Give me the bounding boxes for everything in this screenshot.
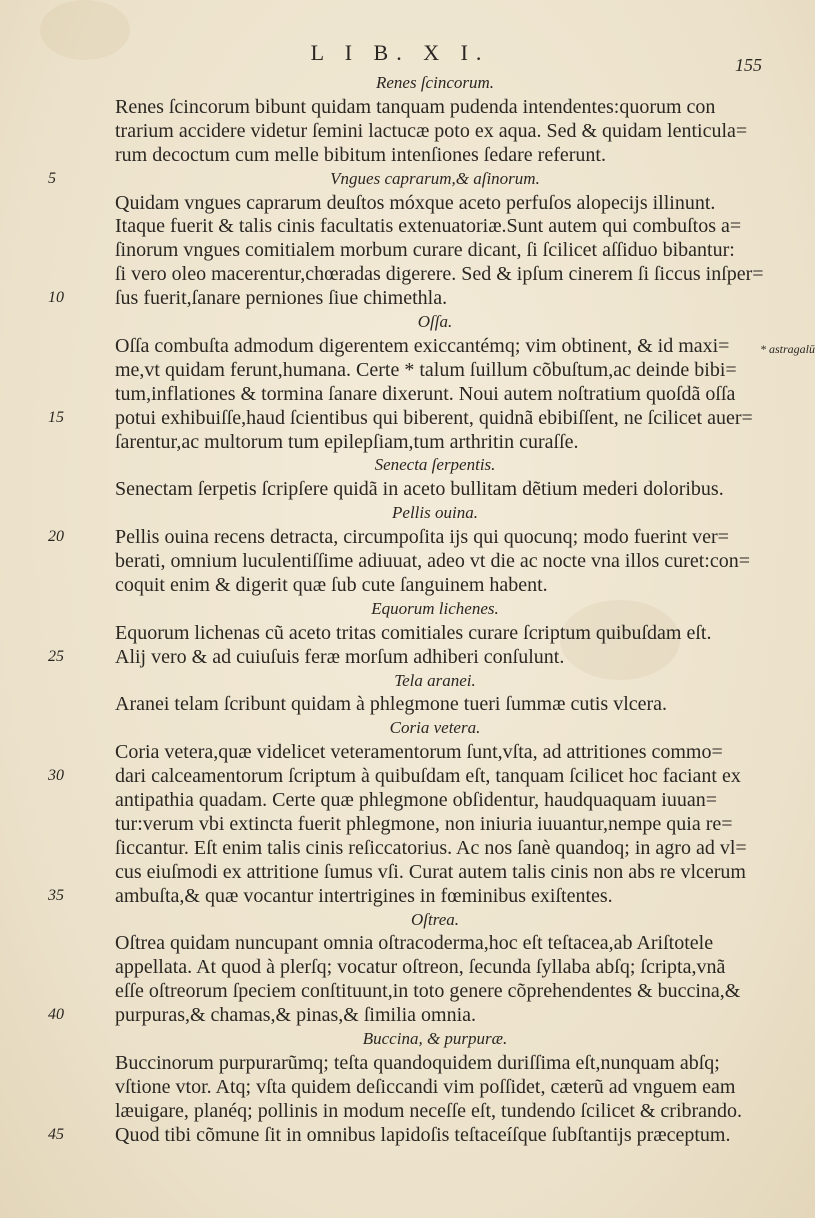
line-number: 35	[48, 887, 64, 904]
text-line: tum,inflationes & tormina ſanare dixerunt. Noui autem noſtratium quoſdã oſſa	[115, 383, 736, 405]
line-number: 30	[48, 767, 64, 784]
section-heading: Oſſa.	[417, 312, 453, 331]
line-number: 15	[48, 409, 64, 426]
text-line: antipathia quadam. Certe quæ phlegmone obſidentur, haudquaquam iuuan=	[115, 789, 717, 811]
text-line: potui exhibuiſſe,haud ſcientibus qui biberent, quidnã ebibiſſent, ne ſcilicet auer=	[115, 407, 753, 429]
text-line: Quidam vngues caprarum deuſtos móxque aceto perfuſos alopecijs illinunt.	[115, 192, 716, 214]
line-number: 45	[48, 1126, 64, 1143]
text-line: berati, omnium luculentiſſime adiuuat, adeo vt die ac nocte vna illos curet:con=	[115, 550, 750, 572]
text-line: Oſſa combuſta admodum digerentem exiccantémq; vim obtinent, & id maxi=	[115, 335, 730, 357]
text-line: ambuſta,& quæ vocantur intertrigines in fœminibus exiſtentes.	[115, 885, 613, 907]
line-number: 40	[48, 1006, 64, 1023]
text-line: Pellis ouina recens detracta, circumpoſita ijs qui quocunq; modo fuerint ver=	[115, 526, 729, 548]
text-line: ſiccantur. Eſt enim talis cinis reſiccatorius. Ac nos ſanè quandoq; in agro ad vl=	[115, 837, 747, 859]
section-heading: Vngues caprarum,& aſinorum.	[330, 169, 540, 188]
section-heading: Coria vetera.	[389, 718, 481, 737]
text-line: tur:verum vbi extincta fuerit phlegmone, non iniuria iuuantur,nempe quia re=	[115, 813, 733, 835]
section-heading: Tela aranei.	[394, 671, 476, 690]
section-heading: Senecta ſerpentis.	[374, 455, 496, 474]
section-heading: Equorum lichenes.	[371, 599, 499, 618]
page-number: 155	[735, 55, 762, 75]
text-line: Alij vero & ad cuiuſuis feræ morſum adhiberi conſulunt.	[115, 646, 565, 668]
text-line: Oſtrea quidam nuncupant omnia oſtracoderma,hoc eſt teſtacea,ab Ariſtotele	[115, 932, 714, 954]
text-line: dari calceamentorum ſcriptum à quibuſdam eſt, tanquam ſcilicet hoc faciant ex	[115, 765, 741, 787]
text-line: ſarentur,ac multorum tum epilepſiam,tum arthritin curaſſe.	[115, 431, 579, 453]
text-line: rum decoctum cum melle bibitum intenſiones ſedare referunt.	[115, 144, 606, 166]
section-heading: Buccina, & purpuræ.	[362, 1029, 508, 1048]
line-number: 20	[48, 528, 64, 545]
line-number: 10	[48, 289, 64, 306]
text-line: cus eiuſmodi ex attritione ſumus vſi. Curat autem talis cinis non abs re vlcerum	[115, 861, 746, 883]
text-line: Equorum lichenas cũ aceto tritas comitiales curare ſcriptum quibuſdam eſt.	[115, 622, 712, 644]
line-number: 25	[48, 648, 64, 665]
text-line: trarium accidere videtur ſemini lactucæ poto ex aqua. Sed & quidam lenticula=	[115, 120, 748, 142]
text-line: ſus fuerit,ſanare perniones ſiue chimethla.	[115, 287, 448, 309]
text-line: vſtione vtor. Atq; vſta quidem deſiccandi vim poſſidet, cæterũ ad vnguem eam	[115, 1076, 736, 1098]
text-line: eſſe oſtreorum ſpeciem conſtituunt,in toto genere cõprehendentes & buccina,&	[115, 980, 741, 1002]
section-heading: Renes ſcincorum.	[375, 73, 495, 92]
text-line: Itaque fuerit & talis cinis facultatis extenuatoriæ.Sunt autem qui combuſtos a=	[115, 215, 742, 237]
text-line: ſi vero oleo macerentur,chœradas digerere. Sed & ipſum cinerem ſi ſiccus inſper=	[115, 263, 764, 285]
margin-note: * astragalū	[760, 342, 815, 356]
text-line: Buccinorum purpurarũmq; teſta quandoquidem duriſſima eſt,nunquam abſq;	[115, 1052, 720, 1074]
text-line: Aranei telam ſcribunt quidam à phlegmone tueri ſummæ cutis vlcera.	[115, 693, 668, 715]
text-line: me,vt quidam ferunt,humana. Certe * talum ſuillum cõbuſtum,ac deinde bibi=	[115, 359, 737, 381]
book-title: L I B. X I.	[310, 40, 490, 65]
text-line: coquit enim & digerit quæ ſub cute ſanguinem habent.	[115, 574, 548, 596]
text-line: ſinorum vngues comitialem morbum curare dicant, ſi ſcilicet aſſiduo bibantur:	[115, 239, 735, 261]
text-line: Senectam ſerpetis ſcripſere quidã in aceto bullitam dẽtium mederi doloribus.	[115, 478, 724, 500]
section-heading: Oſtrea.	[410, 910, 459, 929]
text-line: appellata. At quod à plerſq; vocatur oſtreon, ſecunda ſyllaba abſq; ſcripta,vnã	[115, 956, 726, 978]
text-line: purpuras,& chamas,& pinas,& ſimilia omnia.	[115, 1004, 477, 1026]
section-heading: Pellis ouina.	[392, 503, 478, 522]
text-line: læuigare, planéq; pollinis in modum neceſſe eſt, tundendo ſcilicet & cribrando.	[115, 1100, 743, 1122]
line-number: 5	[48, 170, 56, 187]
text-line: Renes ſcincorum bibunt quidam tanquam pudenda intendentes:quorum con	[115, 96, 716, 118]
text-line: Coria vetera,quæ videlicet veteramentorum ſunt,vſta, ad attritiones commo=	[115, 741, 723, 763]
text-line: Quod tibi cõmune ſit in omnibus lapidoſis teſtaceíſque ſubſtantijs præceptum.	[115, 1124, 731, 1146]
